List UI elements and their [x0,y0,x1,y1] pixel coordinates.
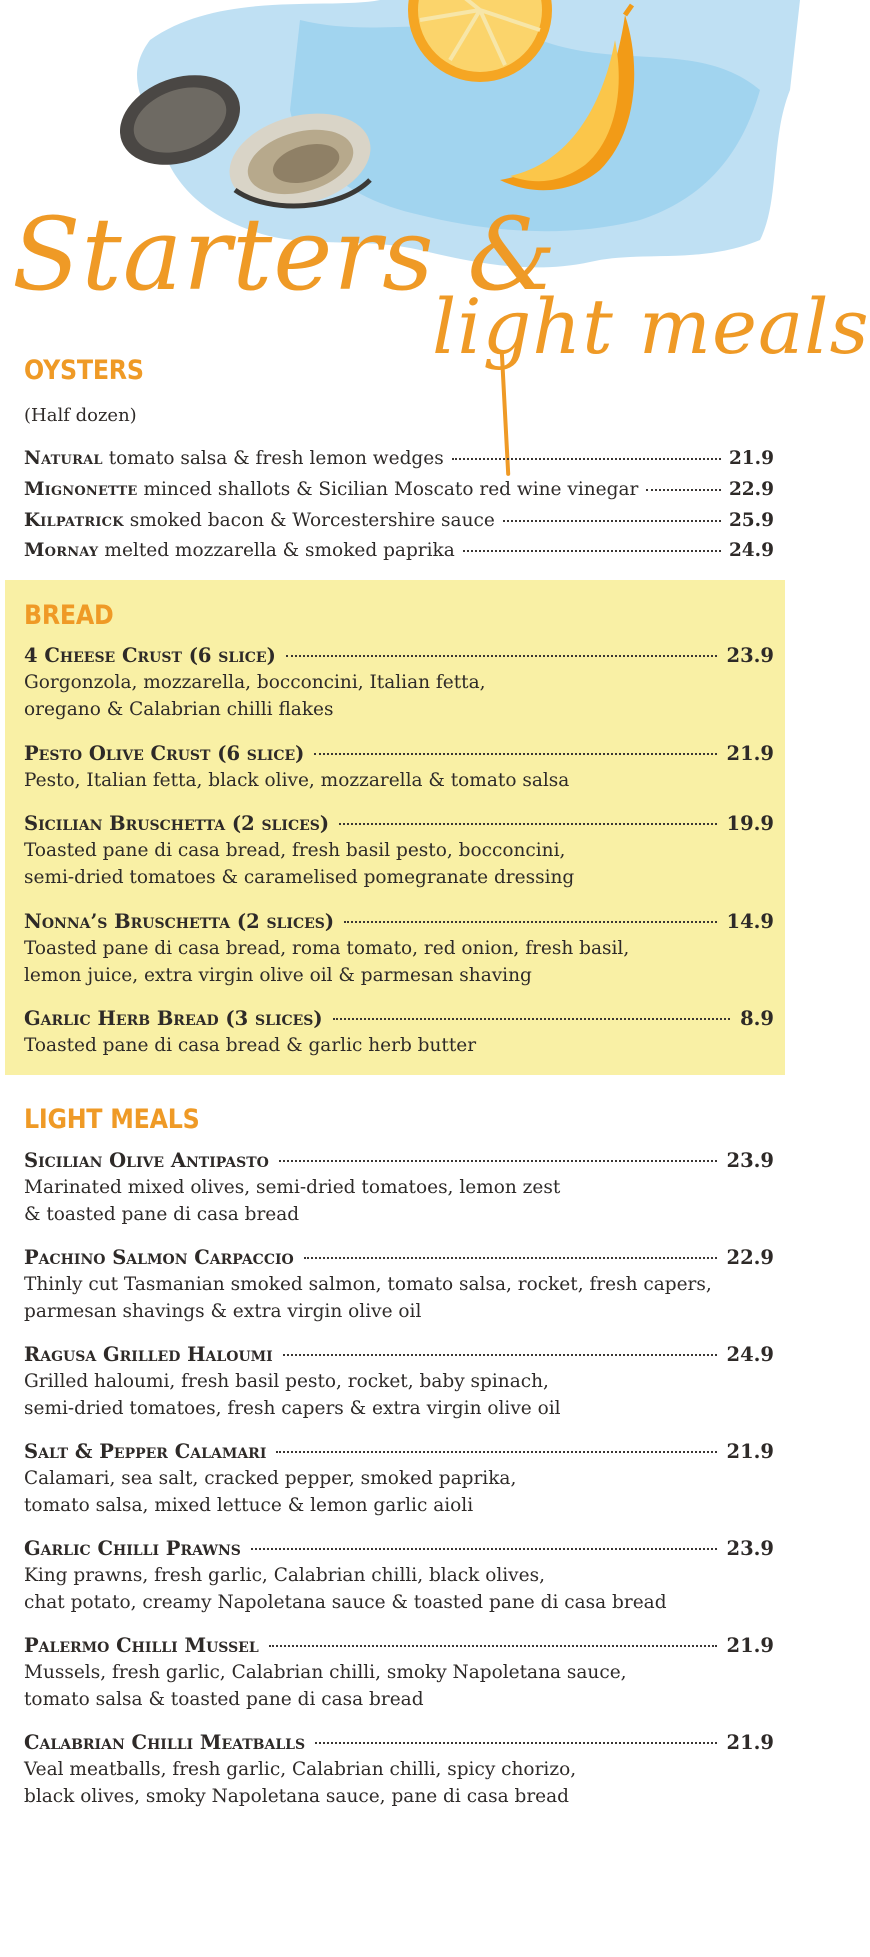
menu-row [24,479,774,500]
leader-dots [251,1548,717,1550]
menu-item [24,1634,774,1713]
leader-dots [463,550,721,552]
item-description-line: semi-dried tomatoes & caramelised pomegranate dressing [24,867,575,888]
oysters-note: (Half dozen) [24,405,137,426]
leader-dots [314,753,716,755]
item-name: Nonna’s Bruschetta (2 slices) [24,910,335,933]
item-description-line: Veal meatballs, fresh garlic, Calabrian chilli, spicy chorizo, [24,1759,577,1780]
leader-dots [452,458,721,460]
item-name: Pachino Salmon Carpaccio [24,1246,294,1269]
item-name: Natural [24,448,103,469]
item-price: 21.9 [726,1440,774,1463]
item-name: Sicilian Olive Antipasto [24,1149,269,1172]
menu-item [24,1246,774,1325]
item-name: Calabrian Chilli Meatballs [24,1731,306,1754]
item-name: Sicilian Bruschetta (2 slices) [24,812,330,835]
item-description-line: King prawns, fresh garlic, Calabrian chilli, black olives, [24,1565,545,1586]
item-price: 21.9 [726,1731,774,1754]
item-price: 8.9 [740,1007,774,1030]
item-name: Palermo Chilli Mussel [24,1634,259,1657]
item-name: Salt & Pepper Calamari [24,1440,267,1463]
menu-row [24,448,774,469]
leader-dots [286,655,717,657]
item-price: 23.9 [726,644,774,667]
item-name: 4 Cheese Crust (6 slice) [24,644,276,667]
item-description-line: Marinated mixed olives, semi-dried tomatoes, lemon zest [24,1177,561,1198]
item-name: Garlic Chilli Prawns [24,1537,241,1560]
item-name: Ragusa Grilled Haloumi [24,1343,273,1366]
item-name: Kilpatrick [24,510,124,531]
item-price: 21.9 [726,742,774,765]
item-description-line: lemon juice, extra virgin olive oil & parmesan shaving [24,965,532,986]
item-price: 25.9 [728,510,774,531]
item-description-line: Toasted pane di casa bread, roma tomato, red onion, fresh basil, [24,938,630,959]
menu-item [24,1440,774,1519]
leader-dots [344,921,716,923]
menu-item [24,812,774,891]
item-name: Mignonette [24,479,138,500]
item-name: Mornay [24,540,99,561]
item-price: 21.9 [728,448,774,469]
item-description: tomato salsa & fresh lemon wedges [108,448,444,469]
item-price: 24.9 [726,1343,774,1366]
item-description-line: chat potato, creamy Napoletana sauce & toasted pane di casa bread [24,1592,667,1613]
item-price: 22.9 [726,1246,774,1269]
item-description-line: tomato salsa & toasted pane di casa bread [24,1689,424,1710]
item-description-line: Thinly cut Tasmanian smoked salmon, tomato salsa, rocket, fresh capers, [24,1274,712,1295]
leader-dots [503,520,721,522]
menu-item [24,1343,774,1422]
leader-dots [283,1354,717,1356]
menu-item [24,1731,774,1810]
leader-dots [646,489,721,491]
leader-dots [339,823,716,825]
item-description-line: semi-dried tomatoes, fresh capers & extra virgin olive oil [24,1398,561,1419]
item-description-line: parmesan shavings & extra virgin olive oil [24,1301,422,1322]
item-description-line: tomato salsa, mixed lettuce & lemon garlic aioli [24,1495,474,1516]
leader-dots [269,1645,717,1647]
menu-item [24,1149,774,1228]
item-name: Garlic Herb Bread (3 slices) [24,1007,323,1030]
item-description-line: Toasted pane di casa bread, fresh basil pesto, bocconcini, [24,840,566,861]
menu-item [24,1537,774,1616]
item-description-line: Grilled haloumi, fresh basil pesto, rocket, baby spinach, [24,1371,549,1392]
leader-dots [333,1018,730,1020]
menu-item [24,910,774,989]
item-price: 21.9 [726,1634,774,1657]
item-description-line: Calamari, sea salt, cracked pepper, smoked paprika, [24,1468,517,1489]
leader-dots [279,1160,717,1162]
menu-row [24,540,774,561]
item-price: 19.9 [726,812,774,835]
item-description-line: oregano & Calabrian chilli flakes [24,699,334,720]
item-description: minced shallots & Sicilian Moscato red wine vinegar [143,479,639,500]
menu-item [24,1007,774,1059]
leader-dots [276,1451,716,1453]
item-price: 22.9 [728,479,774,500]
item-description-line: & toasted pane di casa bread [24,1204,300,1225]
item-description-line: Gorgonzola, mozzarella, bocconcini, Italian fetta, [24,672,486,693]
item-description: melted mozzarella & smoked paprika [104,540,455,561]
item-price: 14.9 [726,910,774,933]
item-price: 24.9 [728,540,774,561]
section-heading-light-meals: LIGHT MEALS [24,1104,200,1135]
menu-title-line-2: light meals [432,282,870,371]
item-price: 23.9 [726,1537,774,1560]
menu-item [24,644,774,723]
menu-title-line-1: Starters & [12,196,558,313]
item-description-line: black olives, smoky Napoletana sauce, pane di casa bread [24,1786,570,1807]
item-description-line: Mussels, fresh garlic, Calabrian chilli, smoky Napoletana sauce, [24,1662,627,1683]
menu-row [24,510,774,531]
item-description-line: Toasted pane di casa bread & garlic herb butter [24,1035,477,1056]
item-price: 23.9 [726,1149,774,1172]
menu-item [24,742,774,794]
item-name: Pesto Olive Crust (6 slice) [24,742,305,765]
leader-dots [304,1257,717,1259]
item-description-line: Pesto, Italian fetta, black olive, mozzarella & tomato salsa [24,770,570,791]
section-heading-oysters: OYSTERS [24,355,144,386]
leader-dots [315,1742,716,1744]
section-heading-bread: BREAD [24,600,114,631]
item-description: smoked bacon & Worcestershire sauce [129,510,495,531]
